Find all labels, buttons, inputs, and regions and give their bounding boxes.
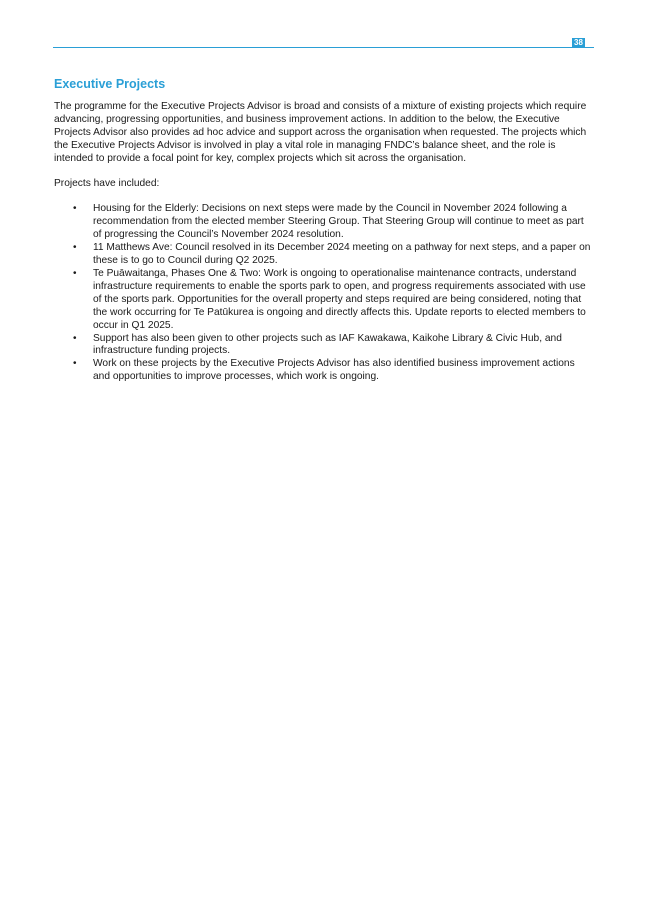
list-item-text: Support has also been given to other projects such as IAF Kawakawa, Kaikohe Library & Civic Hub, and infrastructure funding projects. [93, 332, 562, 357]
bullet-icon: • [73, 332, 77, 344]
list-item [54, 242, 594, 268]
list-item [54, 358, 594, 384]
list-item-text: Housing for the Elderly: Decisions on next steps were made by the Council in November 2024 following a recommendation from the elected member Steering Group. That Steering Group will continue to meet as part of progressing the Council’s November 2024 resolution. [93, 203, 584, 241]
intro-paragraph: The programme for the Executive Projects Advisor is broad and consists of a mixture of existing projects which require advancing, progressing opportunities, and business improvement actions. In addition to the below, the Executive Projects Advisor also provides ad hoc advice and support across the organisation when requested. The projects which the Executive Projects Advisor is involved in play a vital role in managing FNDC’s balance sheet, and the role is intended to provide a focal point for key, complex projects which sit across the organisation. [54, 101, 587, 164]
bullet-icon: • [73, 267, 77, 279]
list-item-text: Work on these projects by the Executive Projects Advisor has also identified business improvement actions and opportunities to improve processes, which work is ongoing. [93, 358, 575, 383]
lead-paragraph: Projects have included: [54, 177, 160, 189]
list-item [54, 333, 594, 359]
list-item-text: Te Puāwaitanga, Phases One & Two: Work is ongoing to operationalise maintenance contracts, understand infrastructure requirements to enable the sports park to open, and progress requirements associated with use of the sports park. Opportunities for the overall property and steps required are being considered, noting that the work occurring for Te Patūkurea is ongoing and directly affects this. Update reports to elected members to occur in Q1 2025. [93, 267, 586, 331]
bullet-icon: • [73, 203, 77, 215]
document-body [54, 76, 594, 384]
header-rule [53, 47, 594, 48]
section-title: Executive Projects [54, 77, 166, 91]
bullet-icon: • [73, 358, 77, 370]
bullet-icon: • [73, 242, 77, 254]
list-item [54, 203, 594, 242]
list-item [54, 268, 594, 333]
projects-list [54, 203, 594, 384]
list-item-text: 11 Matthews Ave: Council resolved in its December 2024 meeting on a pathway for next steps, and a paper on these is to go to Council during Q2 2025. [93, 242, 591, 267]
page-number: 38 [572, 38, 585, 48]
